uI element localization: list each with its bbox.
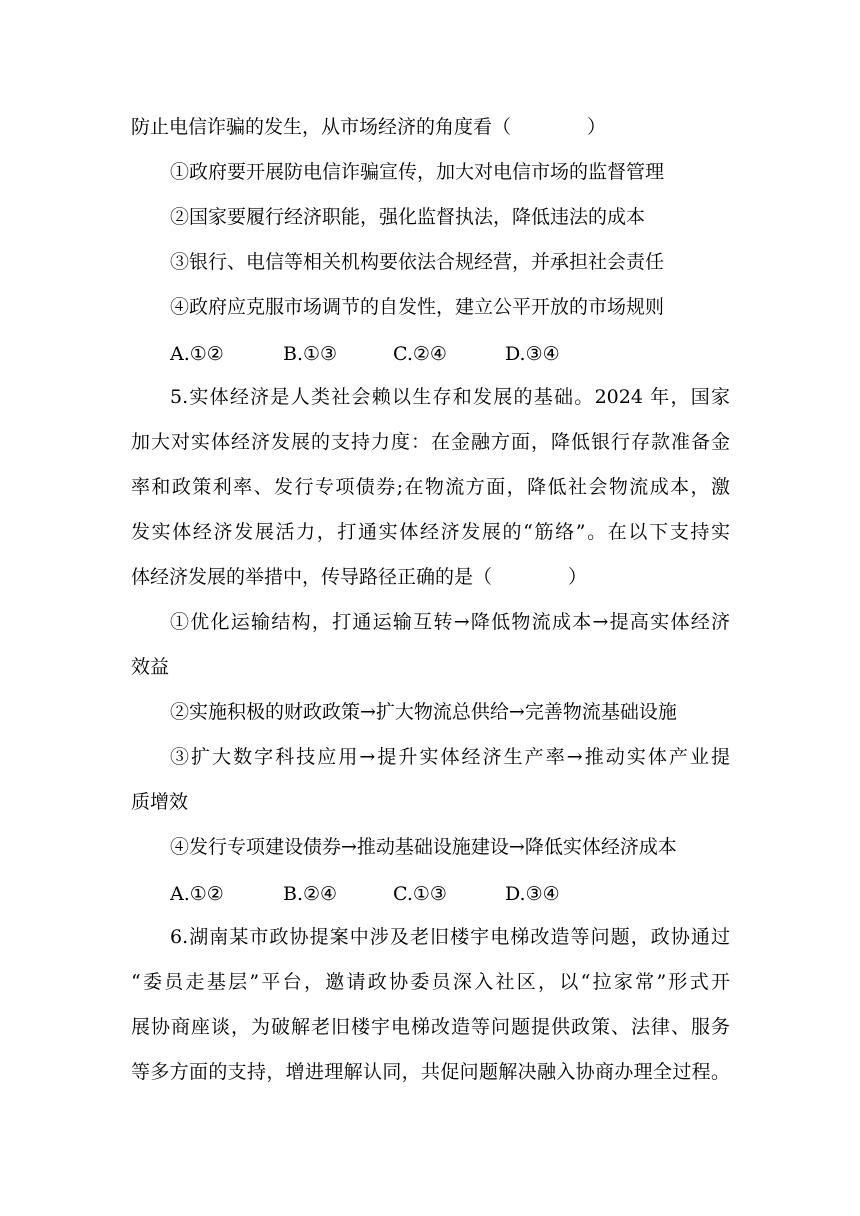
q6-stem-line-1: 6.湖南某市政协提案中涉及老旧楼宇电梯改造等问题，政协通过 <box>170 926 730 948</box>
q4-option-a[interactable]: A.①② <box>170 343 224 365</box>
q5-option-c[interactable]: C.①③ <box>393 883 447 905</box>
q5-item-2: ②实施积极的财政政策→扩大物流总供给→完善物流基础设施 <box>170 701 677 723</box>
q4-option-c[interactable]: C.②④ <box>393 343 447 365</box>
q4-item-1: ①政府要开展防电信诈骗宣传，加大对电信市场的监督管理 <box>170 161 665 183</box>
q5-stem-line-2: 加大对实体经济发展的支持力度：在金融方面，降低银行存款准备金 <box>131 431 730 453</box>
q5-item-1-line-2: 效益 <box>131 656 170 678</box>
q4-item-3: ③银行、电信等相关机构要依法合规经营，并承担社会责任 <box>170 251 665 273</box>
q4-item-2: ②国家要履行经济职能，强化监督执法，降低违法的成本 <box>170 206 646 228</box>
q5-stem-line-5: 体经济发展的举措中，传导路径正确的是（ ） <box>131 566 588 588</box>
q6-stem-line-4: 等多方面的支持，增进理解认同，共促问题解决融入协商办理全过程。 <box>131 1061 730 1083</box>
q4-option-d[interactable]: D.③④ <box>505 343 560 365</box>
q4-options <box>170 343 590 365</box>
q5-option-b[interactable]: B.②④ <box>283 883 338 905</box>
q5-option-a[interactable]: A.①② <box>170 883 224 905</box>
q5-options <box>170 883 590 905</box>
q4-option-b[interactable]: B.①③ <box>283 343 338 365</box>
q5-item-4: ④发行专项建设债券→推动基础设施建设→降低实体经济成本 <box>170 836 677 858</box>
q5-item-3-line-1: ③扩大数字科技应用→提升实体经济生产率→推动实体产业提 <box>170 746 730 768</box>
q4-stem-tail: 防止电信诈骗的发生，从市场经济的角度看（ ） <box>131 116 607 138</box>
q5-item-3-line-2: 质增效 <box>131 791 189 813</box>
q4-item-4: ④政府应克服市场调节的自发性，建立公平开放的市场规则 <box>170 296 665 318</box>
q5-option-d[interactable]: D.③④ <box>505 883 560 905</box>
q5-stem-line-3: 率和政策利率、发行专项债券;在物流方面，降低社会物流成本，激 <box>131 476 730 498</box>
q5-item-1-line-1: ①优化运输结构，打通运输互转→降低物流成本→提高实体经济 <box>170 611 730 633</box>
q6-stem-line-2: “委员走基层”平台，邀请政协委员深入社区，以“拉家常”形式开 <box>131 971 730 993</box>
q6-stem-line-3: 展协商座谈，为破解老旧楼宇电梯改造等问题提供政策、法律、服务 <box>131 1016 730 1038</box>
q5-stem-line-4: 发实体经济发展活力，打通实体经济发展的“筋络”。在以下支持实 <box>131 521 730 543</box>
q5-stem-line-1: 5.实体经济是人类社会赖以生存和发展的基础。2024 年，国家 <box>170 386 730 408</box>
